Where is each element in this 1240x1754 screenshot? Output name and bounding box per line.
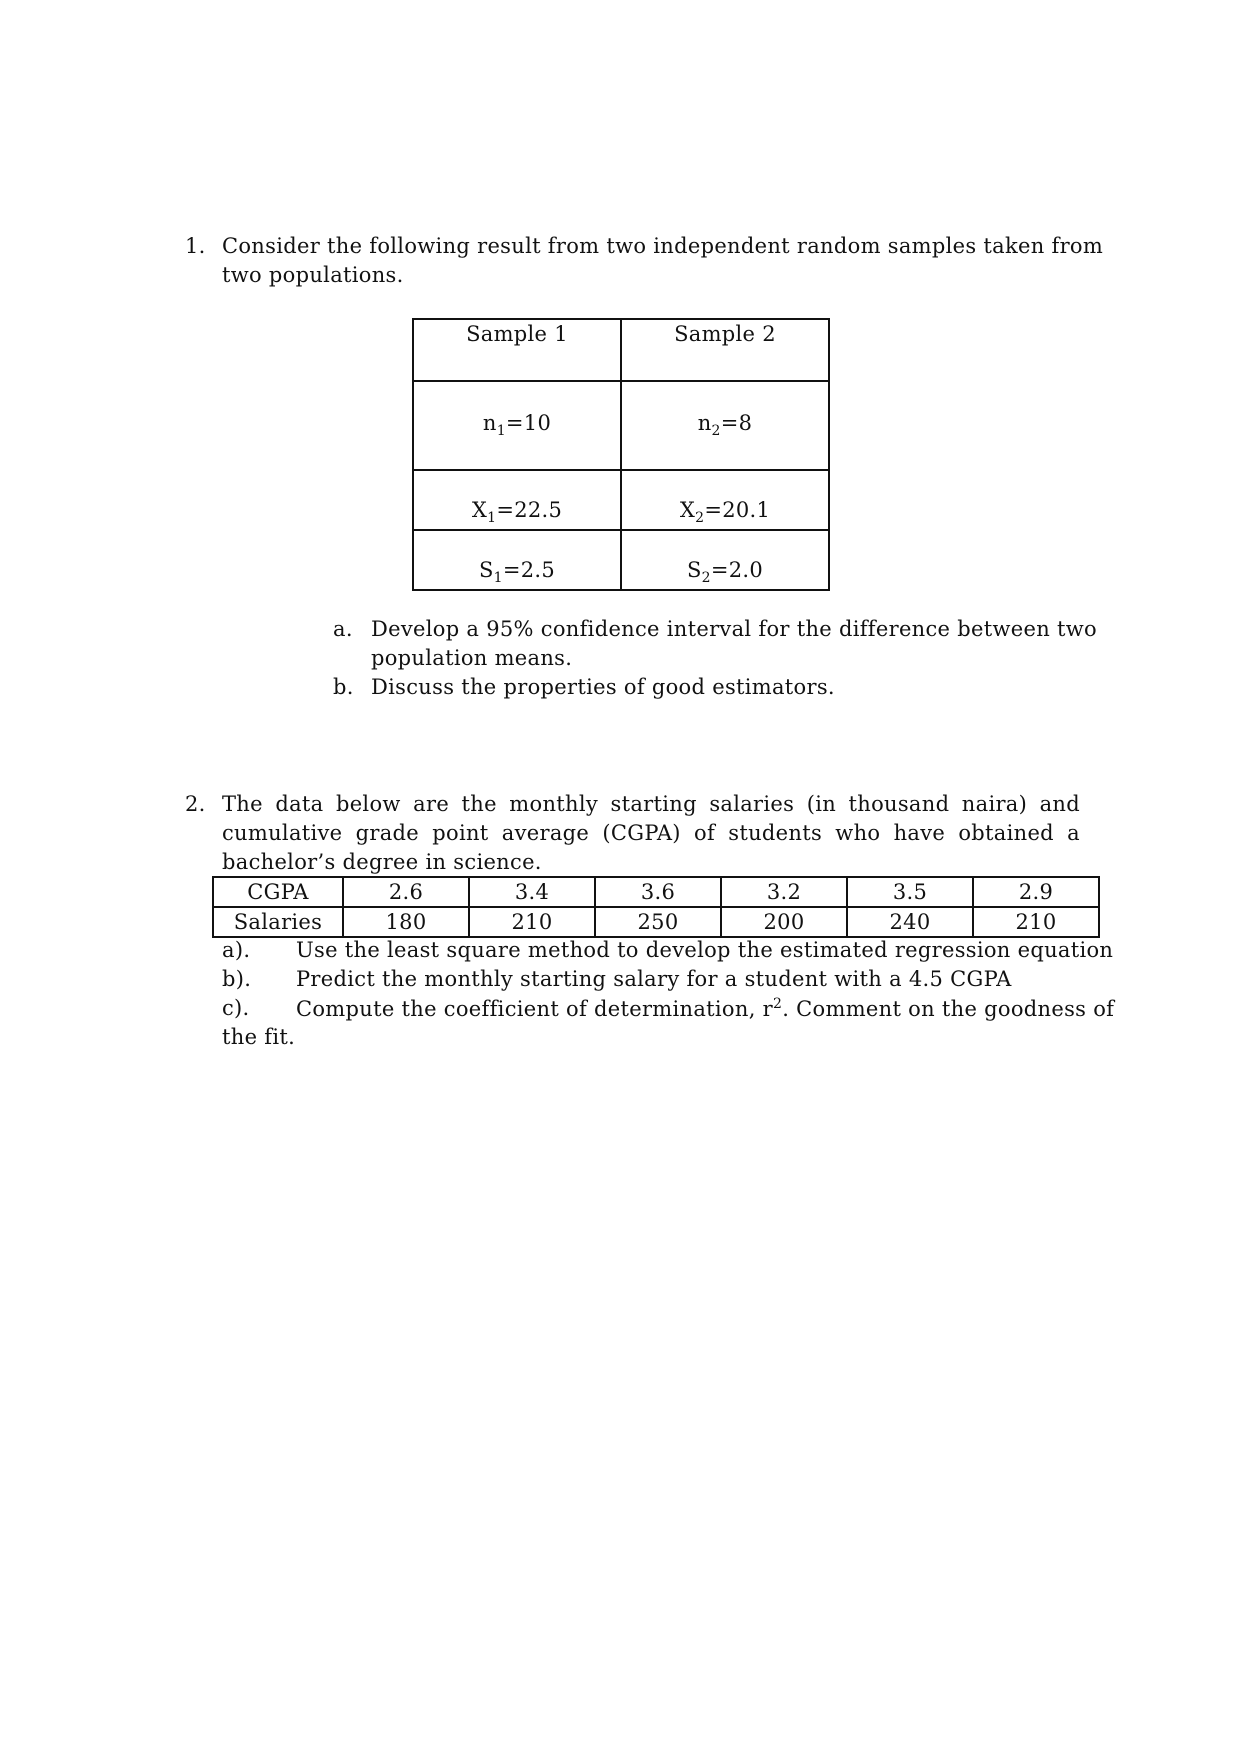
q2-text-line1: The data below are the monthly starting salaries (in thousand naira) and — [222, 792, 1080, 816]
cgpa-salary-table — [212, 876, 1100, 938]
q1b-text: Discuss the properties of good estimators. — [371, 675, 835, 699]
q1-text-line1: Consider the following result from two independent random samples taken from — [222, 234, 1104, 258]
q1a-line1: Develop a 95% confidence interval for the difference between two — [371, 617, 1097, 641]
q2c-text: Compute the coefficient of determination, $r^2$. Comment on the goodness of — [296, 996, 1115, 1021]
cgpa-value: 3.5 — [847, 877, 973, 907]
salaries-header: Salaries — [213, 907, 343, 937]
q2-number: 2. — [185, 792, 206, 816]
q1a-label: a. — [333, 617, 353, 641]
salary-value: 200 — [721, 907, 847, 937]
s2-cell: $S_2=2.0$ — [621, 530, 829, 590]
cgpa-value: 2.9 — [973, 877, 1099, 907]
x1-cell: $X_1=22.5$ — [413, 470, 621, 530]
salary-value: 210 — [973, 907, 1099, 937]
q2a-text: Use the least square method to develop the estimated regression equation — [296, 938, 1114, 962]
cgpa-value: 3.6 — [595, 877, 721, 907]
q1-number: 1. — [185, 234, 206, 258]
sample2-header: Sample 2 — [621, 319, 829, 381]
n2-cell: $n_2=8$ — [621, 381, 829, 470]
q2-text-line2: cumulative grade point average (CGPA) of students who have obtained a — [222, 821, 1080, 845]
salary-value: 180 — [343, 907, 469, 937]
x2-cell: $X_2=20.1$ — [621, 470, 829, 530]
salary-value: 240 — [847, 907, 973, 937]
q2a-label: a). — [222, 938, 251, 962]
n1-cell: $n_1=10$ — [413, 381, 621, 470]
q2c-label: c). — [222, 996, 250, 1020]
cgpa-value: 3.2 — [721, 877, 847, 907]
salary-value: 210 — [469, 907, 595, 937]
q2c-line2: the fit. — [222, 1025, 296, 1049]
q1b-label: b. — [333, 675, 354, 699]
sample-table — [412, 318, 830, 591]
q2-text-line3: bachelor’s degree in science. — [222, 850, 542, 874]
q1-text-line2: two populations. — [222, 263, 404, 287]
cgpa-header: CGPA — [213, 877, 343, 907]
q2b-label: b). — [222, 967, 252, 991]
cgpa-value: 2.6 — [343, 877, 469, 907]
salary-value: 250 — [595, 907, 721, 937]
cgpa-value: 3.4 — [469, 877, 595, 907]
q2b-text: Predict the monthly starting salary for a student with a 4.5 CGPA — [296, 967, 1012, 991]
s1-cell: $S_1=2.5$ — [413, 530, 621, 590]
sample1-header: Sample 1 — [413, 319, 621, 381]
q1a-line2: population means. — [371, 646, 573, 670]
